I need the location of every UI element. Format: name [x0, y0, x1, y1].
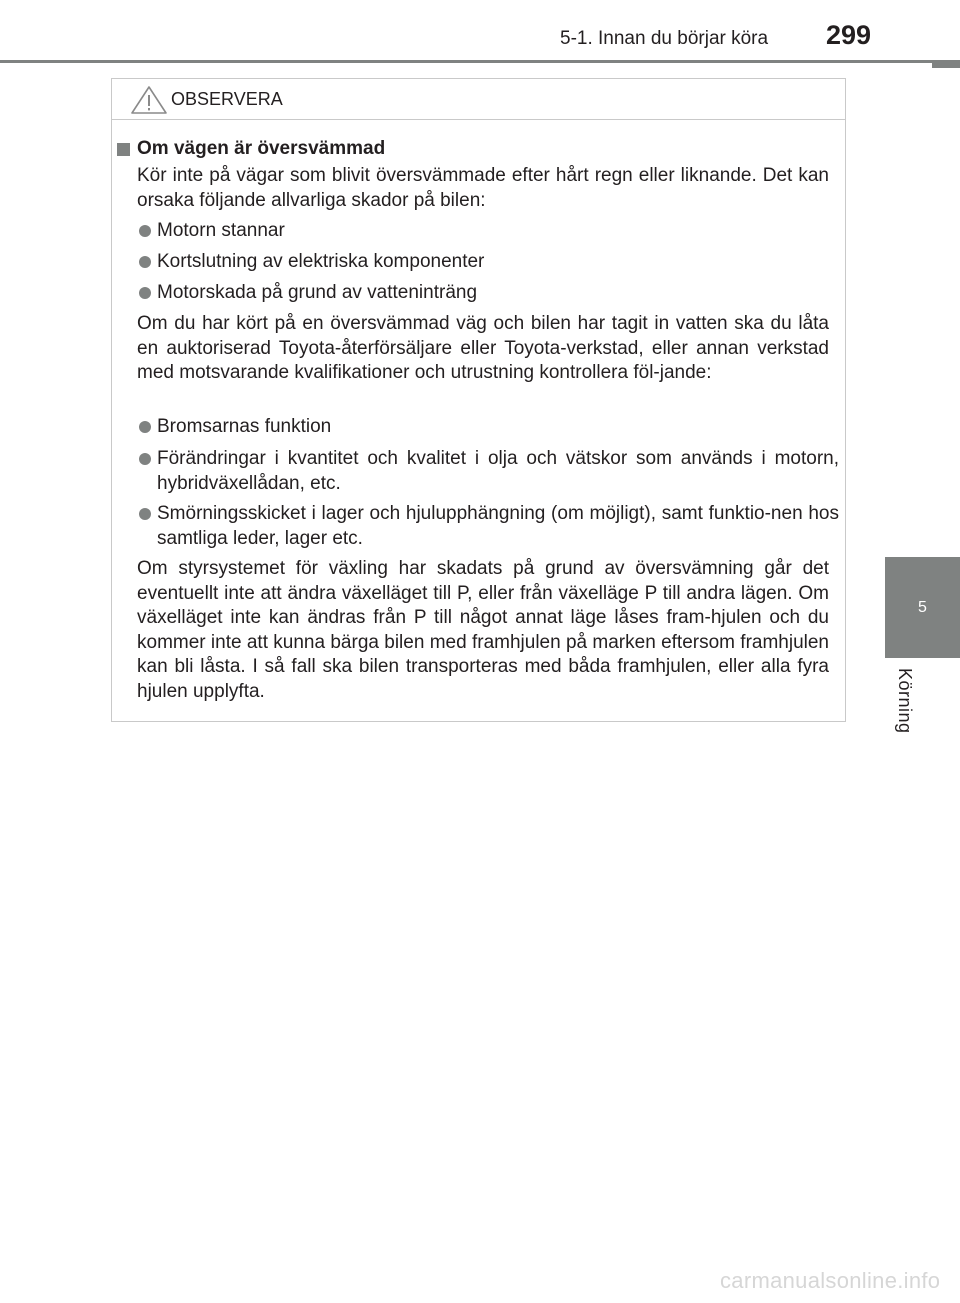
round-bullet-icon [139, 508, 151, 520]
list-item [137, 447, 839, 496]
list-item [137, 250, 839, 275]
header-divider [0, 60, 960, 63]
round-bullet-icon [139, 256, 151, 268]
round-bullet-icon [139, 453, 151, 465]
chapter-tab [885, 557, 960, 658]
watermark: carmanualsonline.info [720, 1268, 941, 1293]
list-item-text: Smörningsskicket i lager och hjulupphängning (om möjligt), samt funktio-nen hos samtliga leder, lager etc. [157, 503, 839, 549]
caution-header [112, 79, 845, 120]
list-item-text: Kortslutning av elektriska komponenter [157, 251, 485, 272]
list-item-text: Motorskada på grund av vatteninträng [157, 282, 478, 303]
caution-title: OBSERVERA [171, 89, 283, 109]
paragraph-steering: Om styrsystemet för växling har skadats på grund av översvämning går det eventuellt inte att ändra växelläget till P, eller från växelläge P till andra lägen. Om växelläget inte kan ändras från P till något annat läge låses fram-hjulen och du kommer inte att kunna bärga bilen med framhjulen på marken eftersom framhjulen kan bli låsta. I så fall ska bilen transporteras med båda framhjulen, eller alla fyra hjulen upplyfta. [137, 558, 829, 702]
chapter-label: Körning [895, 668, 915, 734]
round-bullet-icon [139, 421, 151, 433]
list-item [137, 281, 839, 306]
list-item-text: Bromsarnas funktion [157, 416, 332, 437]
running-header: 5-1. Innan du börjar köra [560, 28, 769, 49]
header-divider-tab [932, 60, 960, 68]
chapter-number: 5 [918, 598, 927, 616]
list-item [137, 415, 839, 440]
paragraph-intro: Kör inte på vägar som blivit översvämmade efter hårt regn eller liknande. Det kan orsaka följande allvarliga skador på bilen: [137, 165, 829, 211]
paragraph-inspection: Om du har kört på en översvämmad väg och bilen har tagit in vatten ska du låta en auktoriserad Toyota-återförsäljare eller Toyota-verkstad, eller annan verkstad med motsvarande kvalifikationer och utrustning kontrollera föl-jande: [137, 313, 829, 383]
round-bullet-icon [139, 287, 151, 299]
page-number: 299 [826, 20, 872, 50]
section-heading [117, 138, 385, 160]
caution-box [111, 78, 846, 722]
warning-triangle-icon [130, 85, 168, 115]
list-item-text: Motorn stannar [157, 220, 285, 241]
list-item-text: Förändringar i kvantitet och kvalitet i olja och vätskor som används i motorn, hybridväxellådan, etc. [157, 448, 839, 494]
round-bullet-icon [139, 225, 151, 237]
list-item [137, 219, 839, 244]
square-bullet-icon [117, 143, 130, 156]
list-item [137, 502, 839, 551]
section-heading-text: Om vägen är översvämmad [137, 138, 386, 159]
